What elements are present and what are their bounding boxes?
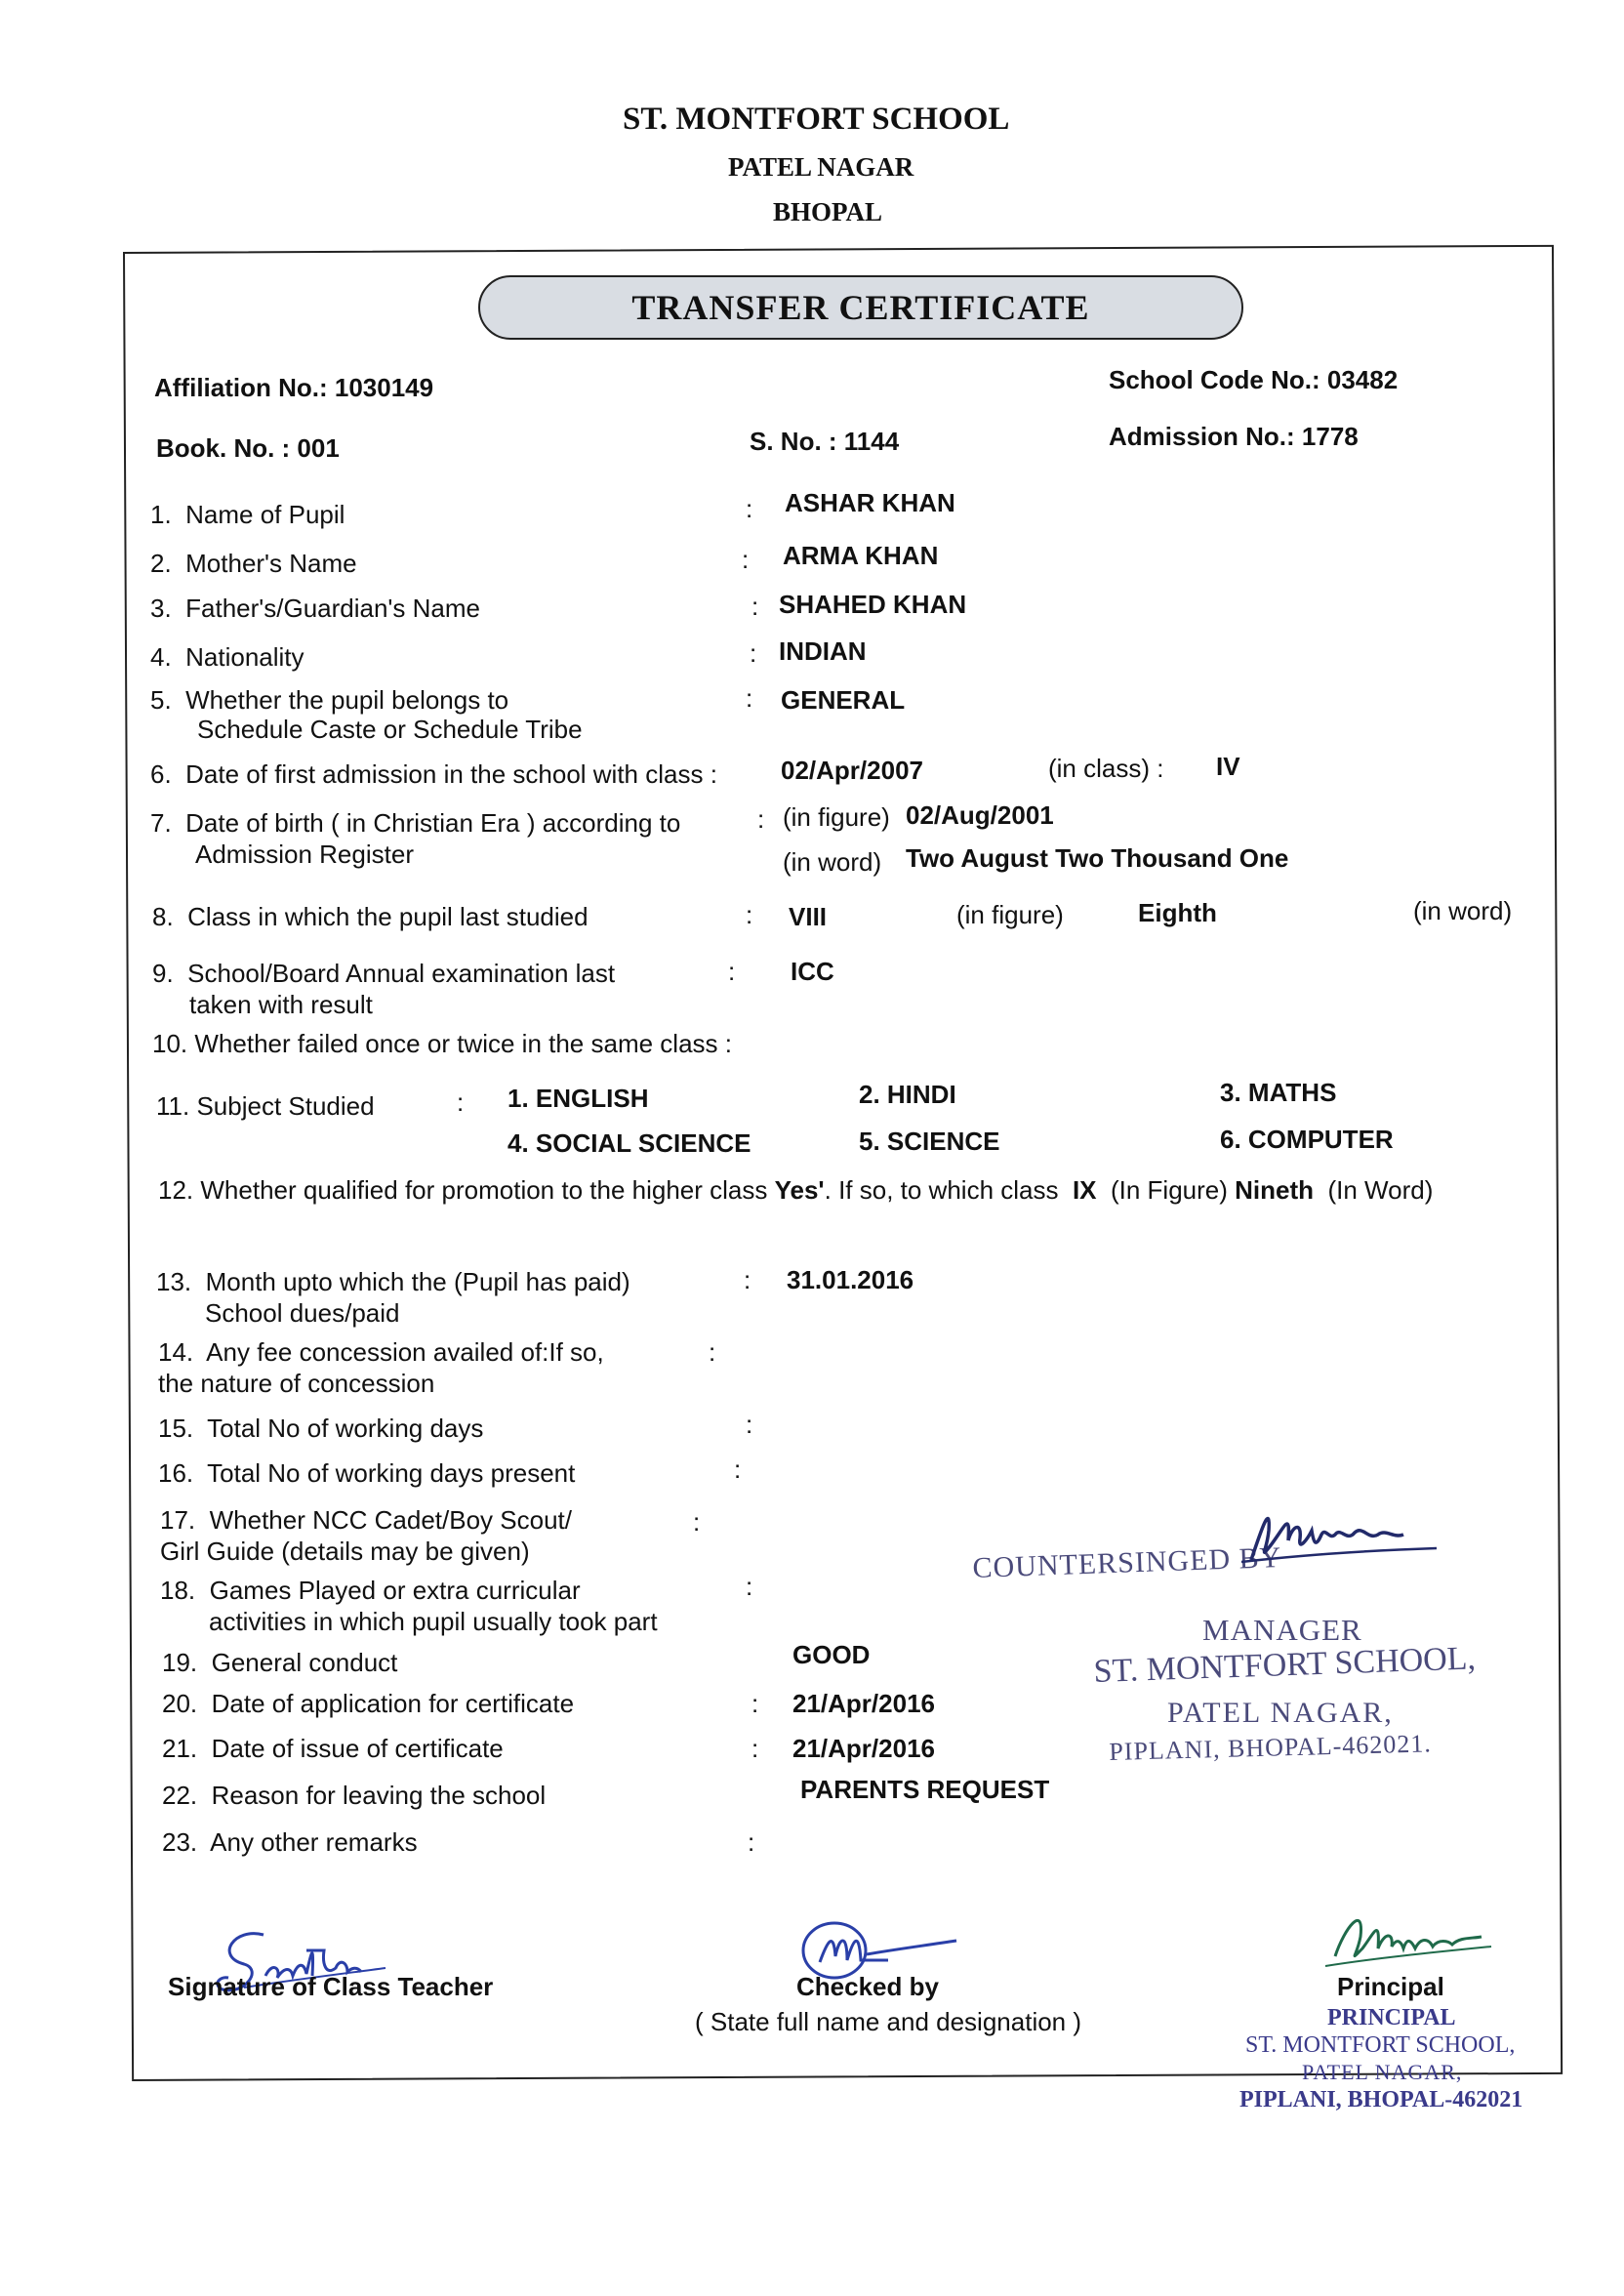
item-1-label: 1. Name of Pupil [150,500,345,529]
item-18-label-cont: activities in which pupil usually took part [209,1607,658,1636]
item-23-label: 23. Any other remarks [162,1827,418,1857]
colon: : [709,1337,716,1367]
item-9-label: 9. School/Board Annual examination last [152,959,616,988]
exam-result: ICC [791,957,834,986]
item-11-label: 11. Subject Studied [156,1091,375,1121]
subject-5: 5. SCIENCE [859,1127,1000,1156]
colon: : [728,957,736,986]
father-name: SHAHED KHAN [779,590,967,619]
item-7-label-cont: Admission Register [195,840,414,869]
colon: : [748,1827,755,1857]
colon: : [742,545,750,574]
serial-no: S. No. : 1144 [750,427,900,456]
item-2-label: 2. Mother's Name [150,549,357,578]
stamp-principal-title: PRINCIPAL [1327,2005,1456,2030]
colon: : [746,683,753,713]
item-3-label: 3. Father's/Guardian's Name [150,594,480,623]
manager-signature [1232,1492,1446,1579]
school-area: PATEL NAGAR [728,152,914,182]
dob-word: Two August Two Thousand One [906,843,1289,873]
item-14-label-cont: the nature of concession [158,1369,435,1398]
book-no: Book. No. : 001 [156,433,340,463]
in-word-label: (in word) [1413,896,1513,925]
certificate-title: TRANSFER CERTIFICATE [478,275,1243,340]
admission-class: IV [1216,752,1240,781]
in-figure-label: (in figure) [956,900,1064,929]
colon: : [757,804,765,834]
subject-4: 4. SOCIAL SCIENCE [508,1128,751,1158]
colon: : [751,1689,759,1718]
caste-category: GENERAL [781,685,906,715]
in-figure-label: (in figure) [783,802,890,832]
checked-by-label: Checked by [796,1972,939,2001]
application-date: 21/Apr/2016 [792,1689,935,1718]
pupil-name: ASHAR KHAN [785,488,955,517]
school-code: School Code No.: 03482 [1109,365,1399,394]
stamp-manager-school: ST. MONTFORT SCHOOL, [1093,1640,1477,1690]
class-teacher-signature-label: Signature of Class Teacher [168,1972,494,2001]
item-17-label: 17. Whether NCC Cadet/Boy Scout/ [160,1505,572,1535]
subject-3: 3. MATHS [1220,1078,1337,1107]
stamp-manager-address: PIPLANI, BHOPAL-462021. [1109,1729,1433,1766]
item-7-label: 7. Date of birth ( in Christian Era ) according to [150,808,681,838]
colon: : [751,592,759,621]
colon: : [746,900,753,929]
item-4-label: 4. Nationality [150,642,304,672]
item-20-label: 20. Date of application for certificate [162,1689,575,1718]
item-16-label: 16. Total No of working days present [158,1458,576,1488]
item-8-label: 8. Class in which the pupil last studied [152,902,589,931]
colon: : [457,1087,465,1117]
item-12-line: 12. Whether qualified for promotion to the higher class Yes'. If so, to which class IX (In Figure) Nineth (In Word) [158,1175,1434,1205]
principal-signature [1306,1898,1501,1976]
item-13-label-cont: School dues/paid [205,1298,400,1328]
colon: : [746,1410,753,1439]
item-21-label: 21. Date of issue of certificate [162,1734,504,1763]
item-5-label-cont: Schedule Caste or Schedule Tribe [197,715,583,744]
colon: : [751,1734,759,1763]
in-class-label: (in class) : [1048,754,1164,783]
item-6-label: 6. Date of first admission in the school with class : [150,759,717,789]
colon: : [746,1572,753,1601]
stamp-principal-address: PIPLANI, BHOPAL-462021 [1239,2087,1523,2112]
checked-by-note: ( State full name and designation ) [695,2007,1082,2036]
item-15-label: 15. Total No of working days [158,1414,484,1443]
nationality: INDIAN [779,636,867,666]
item-14-label: 14. Any fee concession availed of:If so, [158,1337,604,1367]
colon: : [750,638,757,668]
affiliation-no: Affiliation No.: 1030149 [154,373,434,402]
stamp-manager-area: PATEL NAGAR, [1167,1697,1394,1729]
countersigned-stamp: COUNTERSINGED BY [972,1540,1282,1584]
dues-paid-upto: 31.01.2016 [787,1265,914,1294]
principal-label: Principal [1337,1972,1444,2001]
admission-no: Admission No.: 1778 [1109,422,1359,451]
last-class-figure: VIII [789,902,828,931]
subject-6: 6. COMPUTER [1220,1125,1394,1154]
item-22-label: 22. Reason for leaving the school [162,1781,547,1810]
issue-date: 21/Apr/2016 [792,1734,935,1763]
admission-date: 02/Apr/2007 [781,756,923,785]
colon: : [744,1265,751,1294]
in-word-label: (in word) [783,847,882,877]
item-10-label: 10. Whether failed once or twice in the same class : [152,1029,732,1058]
subject-2: 2. HINDI [859,1080,956,1109]
subject-1: 1. ENGLISH [508,1084,649,1113]
item-13-label: 13. Month upto which the (Pupil has paid) [156,1267,630,1296]
dob-figure: 02/Aug/2001 [906,800,1054,830]
colon: : [734,1455,742,1484]
colon: : [746,494,753,523]
school-city: BHOPAL [773,197,883,226]
general-conduct: GOOD [792,1640,871,1669]
item-19-label: 19. General conduct [162,1648,398,1677]
item-17-label-cont: Girl Guide (details may be given) [160,1537,530,1566]
colon: : [693,1507,701,1537]
stamp-principal-school: ST. MONTFORT SCHOOL, [1245,2032,1516,2058]
mother-name: ARMA KHAN [783,541,939,570]
leaving-reason: PARENTS REQUEST [800,1775,1050,1804]
stamp-principal-area: PATEL NAGAR, [1302,2060,1463,2084]
last-class-word: Eighth [1138,898,1217,927]
item-18-label: 18. Games Played or extra curricular [160,1576,581,1605]
stamp-manager-title: MANAGER [1202,1613,1362,1647]
school-name: ST. MONTFORT SCHOOL [623,102,1010,137]
item-9-label-cont: taken with result [189,990,373,1019]
item-5-label: 5. Whether the pupil belongs to [150,685,509,715]
